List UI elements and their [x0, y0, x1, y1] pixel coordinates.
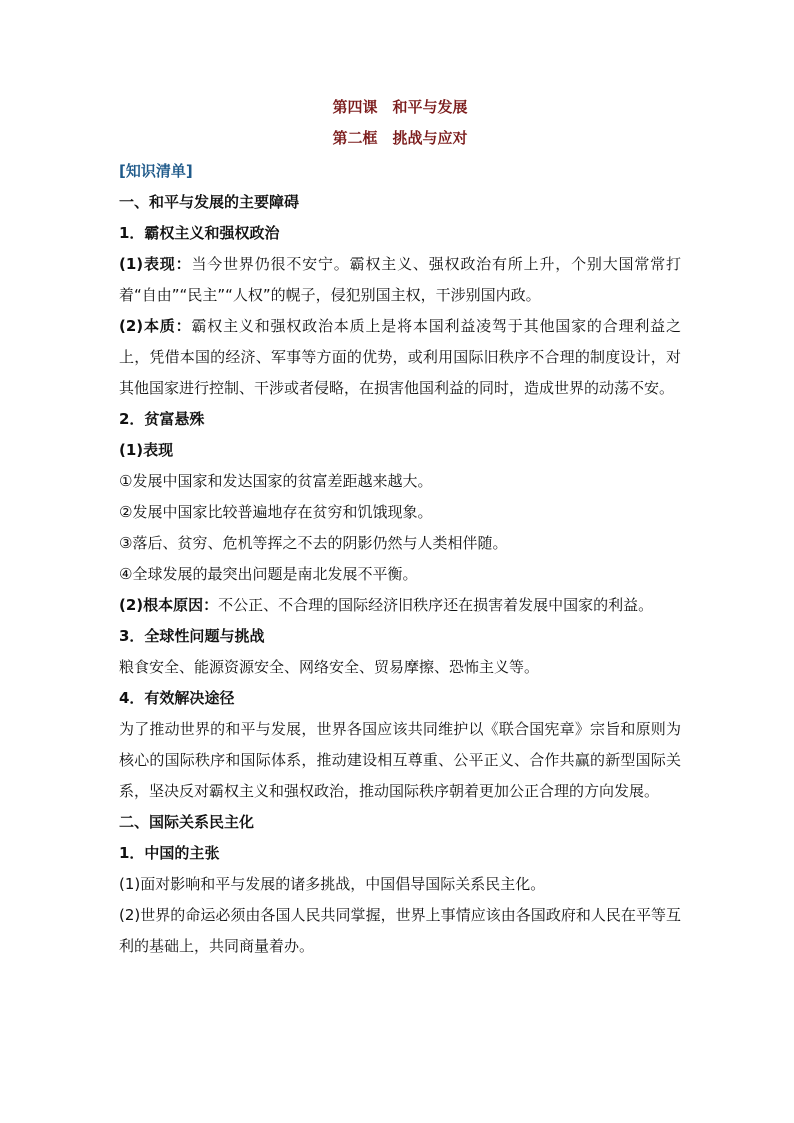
- list-item: ②发展中国家比较普遍地存在贫穷和饥饿现象。: [119, 503, 433, 521]
- part1-sub2-subheading: (1)表现: [119, 441, 174, 459]
- label-manifestation: (1)表现：: [119, 255, 192, 273]
- part1-sub3-heading: 3．全球性问题与挑战: [119, 627, 265, 645]
- paragraph-essence: [119, 311, 681, 404]
- paragraph-world-destiny: (2)世界的命运必须由各国人民共同掌握，世界上事情应该由各国政府和人民在平等互利的基础上，共同商量着办。: [119, 906, 681, 955]
- label-essence: (2)本质：: [119, 317, 192, 335]
- knowledge-list-tag: [知识清单]: [119, 162, 193, 180]
- paragraph-solutions: 为了推动世界的和平与发展，世界各国应该共同维护以《联合国宪章》宗旨和原则为核心的国际秩序和国际体系，推动建设相互尊重、公平正义、合作共赢的新型国际关系，坚决反对霸权主义和强权政治，推动国际秩序朝着更加公正合理的方向发展。: [119, 720, 681, 800]
- text-manifestation: 当今世界仍很不安宁。霸权主义、强权政治有所上升，个别大国常常打着“自由”“民主”“人权”的幌子，侵犯别国主权，干涉别国内政。: [119, 255, 681, 304]
- text-root-cause: 不公正、不合理的国际经济旧秩序还在损害着发展中国家的利益。: [218, 596, 654, 614]
- paragraph-root-cause: [119, 590, 681, 621]
- list-item: ①发展中国家和发达国家的贫富差距越来越大。: [119, 472, 433, 490]
- part1-sub4-heading: 4．有效解决途径: [119, 689, 235, 707]
- part2-sub1-heading: 1．中国的主张: [119, 844, 220, 862]
- document-content: [119, 92, 681, 962]
- part1-sub2-heading: 2．贫富悬殊: [119, 410, 205, 428]
- lesson-title: 第四课 和平与发展: [332, 98, 468, 116]
- paragraph-manifestation: [119, 249, 681, 311]
- paragraph-global-issues: 粮食安全、能源资源安全、网络安全、贸易摩擦、恐怖主义等。: [119, 658, 540, 676]
- part2-heading: 二、国际关系民主化: [119, 813, 255, 831]
- part1-sub1-heading: 1．霸权主义和强权政治: [119, 224, 280, 242]
- part1-heading: 一、和平与发展的主要障碍: [119, 193, 300, 211]
- label-root-cause: (2)根本原因：: [119, 596, 219, 614]
- section-title: 第二框 挑战与应对: [332, 129, 468, 147]
- list-item: ③落后、贫穷、危机等挥之不去的阴影仍然与人类相伴随。: [119, 534, 508, 552]
- list-item: ④全球发展的最突出问题是南北发展不平衡。: [119, 565, 418, 583]
- paragraph-china-advocacy: (1)面对影响和平与发展的诸多挑战，中国倡导国际关系民主化。: [119, 875, 546, 893]
- text-essence: 霸权主义和强权政治本质上是将本国利益凌驾于其他国家的合理利益之上，凭借本国的经济、军事等方面的优势，或利用国际旧秩序不合理的制度设计，对其他国家进行控制、干涉或者侵略，在损害他国利益的同时，造成世界的动荡不安。: [119, 317, 681, 397]
